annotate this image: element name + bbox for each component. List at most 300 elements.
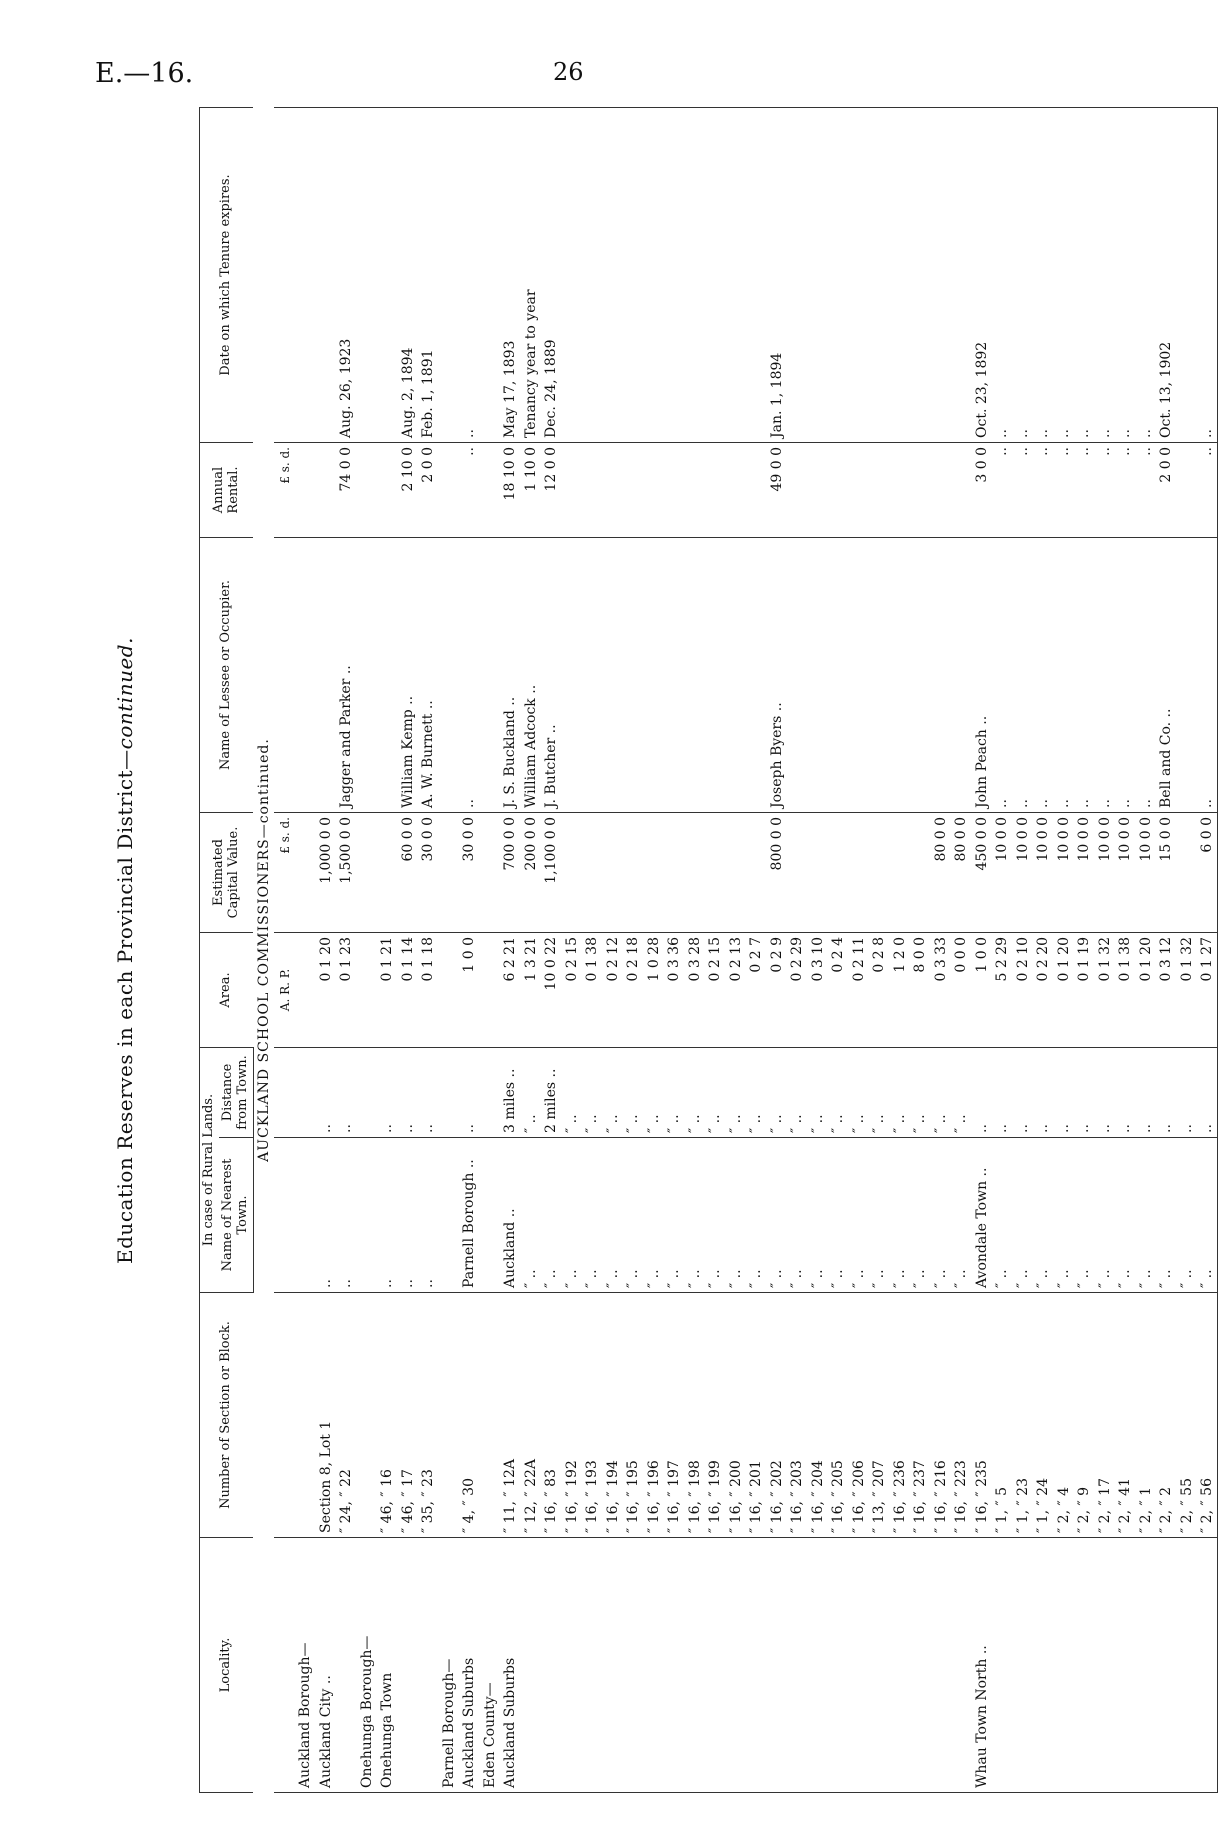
distance-cell: .. [377,1048,398,1138]
expires-cell: .. [459,108,480,443]
area-cell: 0 1 21 [377,933,398,1048]
rental-cell [315,443,336,538]
town-cell: ″ .. [1012,1138,1033,1293]
locality-cell [992,1538,1013,1793]
expires-cell [869,108,890,443]
locality-cell: Auckland Suburbs [459,1538,480,1793]
lessee-cell [582,538,603,813]
town-cell: ″ .. [1053,1138,1074,1293]
town-cell: ″ .. [520,1138,541,1293]
lessee-cell: John Peach .. [971,538,992,813]
value-cell [377,813,398,933]
section-cell: ″ 16, ″ 216 [930,1293,951,1538]
distance-cell: .. [1135,1048,1156,1138]
distance-cell: .. [1074,1048,1095,1138]
area-cell: 1 0 28 [643,933,664,1048]
area-cell: 0 1 38 [582,933,603,1048]
lessee-cell [684,538,705,813]
locality-cell [643,1538,664,1793]
table-row [1115,108,1136,1793]
distance-cell: ″ .. [930,1048,951,1138]
section-cell: ″ 16, ″ 194 [602,1293,623,1538]
town-cell: ″ .. [705,1138,726,1293]
lessee-cell: .. [1197,538,1218,813]
expires-cell [746,108,767,443]
table-row [459,108,480,1793]
town-cell: ″ .. [1094,1138,1115,1293]
section-cell: ″ 16, ″ 192 [561,1293,582,1538]
value-cell [643,813,664,933]
table-row [479,108,500,1793]
town-cell: ″ .. [582,1138,603,1293]
lessee-cell: Bell and Co. .. [1156,538,1177,813]
section-cell [438,1293,459,1538]
table-row [438,108,459,1793]
locality-cell [1115,1538,1136,1793]
value-cell [356,813,377,933]
town-cell: ″ .. [684,1138,705,1293]
distance-cell: .. [1094,1048,1115,1138]
distance-cell [479,1048,500,1138]
distance-cell: ″ .. [684,1048,705,1138]
locality-cell [664,1538,685,1793]
distance-cell: .. [336,1048,357,1138]
area-cell [438,933,459,1048]
table-row [766,108,787,1793]
area-cell: 0 3 10 [807,933,828,1048]
table-row [910,108,931,1793]
section-cell: ″ 4, ″ 30 [459,1293,480,1538]
section-cell: ″ 2, ″ 9 [1074,1293,1095,1538]
town-cell: ″ .. [807,1138,828,1293]
expires-cell [787,108,808,443]
town-cell: ″ .. [746,1138,767,1293]
section-cell: ″ 35, ″ 23 [418,1293,439,1538]
table-row [1012,108,1033,1793]
area-cell: 0 1 18 [418,933,439,1048]
value-cell: 800 0 0 [766,813,787,933]
area-cell: 0 2 20 [1033,933,1054,1048]
value-cell [725,813,746,933]
locality-cell [684,1538,705,1793]
town-cell [356,1138,377,1293]
col-rural-group: In case of Rural Lands. [200,1048,219,1293]
expires-cell: .. [1115,108,1136,443]
expires-cell: Aug. 26, 1923 [336,108,357,443]
section-cell: ″ 16, ″ 200 [725,1293,746,1538]
expires-cell [623,108,644,443]
section-cell [479,1293,500,1538]
area-cell: 0 2 7 [746,933,767,1048]
table-row [664,108,685,1793]
lessee-cell: .. [1053,538,1074,813]
area-cell: 0 3 28 [684,933,705,1048]
expires-cell: .. [1135,108,1156,443]
area-cell: 0 2 15 [561,933,582,1048]
table-row [807,108,828,1793]
rental-cell [561,443,582,538]
locality-cell [746,1538,767,1793]
rental-cell [438,443,459,538]
locality-cell: Onehunga Borough— [356,1538,377,1793]
value-cell: 30 0 0 [418,813,439,933]
value-cell: 60 0 0 [397,813,418,933]
lessee-cell [377,538,398,813]
value-cell [684,813,705,933]
area-cell: 0 0 0 [951,933,972,1048]
expires-cell [705,108,726,443]
locality-cell [1033,1538,1054,1793]
section-cell: ″ 16, ″ 197 [664,1293,685,1538]
value-cell [889,813,910,933]
town-cell: ″ .. [643,1138,664,1293]
expires-cell [725,108,746,443]
table-row [684,108,705,1793]
rental-cell [828,443,849,538]
table-row [869,108,890,1793]
section-cell: Section 8, Lot 1 [315,1293,336,1538]
section-cell: ″ 16, ″ 196 [643,1293,664,1538]
table-row [1156,108,1177,1793]
table-row [602,108,623,1793]
rental-cell [356,443,377,538]
area-cell: 6 2 21 [500,933,521,1048]
table-row [315,108,336,1793]
section-cell: ″ 16, ″ 203 [787,1293,808,1538]
town-cell [295,1138,316,1293]
area-cell: 0 1 38 [1115,933,1136,1048]
section-cell: ″ 24, ″ 22 [336,1293,357,1538]
table-row [971,108,992,1793]
section-cell: ″ 16, ″ 193 [582,1293,603,1538]
expires-cell: Jan. 1, 1894 [766,108,787,443]
distance-cell: .. [315,1048,336,1138]
locality-cell [582,1538,603,1793]
expires-cell [1176,108,1197,443]
rental-cell: 2 0 0 [1156,443,1177,538]
table-row [746,108,767,1793]
locality-cell [561,1538,582,1793]
table-row [951,108,972,1793]
rental-cell: .. [1033,443,1054,538]
table-row [397,108,418,1793]
lessee-cell [807,538,828,813]
area-cell: 0 1 32 [1176,933,1197,1048]
area-cell: 0 2 11 [848,933,869,1048]
value-cell: 700 0 0 [500,813,521,933]
value-cell: 10 0 0 [1115,813,1136,933]
lessee-cell [910,538,931,813]
rental-cell [602,443,623,538]
lessee-cell: Joseph Byers .. [766,538,787,813]
distance-cell: ″ .. [520,1048,541,1138]
locality-cell [1176,1538,1197,1793]
section-cell: ″ 2, ″ 55 [1176,1293,1197,1538]
lessee-cell [1176,538,1197,813]
area-cell [479,933,500,1048]
value-cell [438,813,459,933]
value-cell [664,813,685,933]
distance-cell: .. [397,1048,418,1138]
table-row [520,108,541,1793]
value-cell: 200 0 0 [520,813,541,933]
locality-cell [705,1538,726,1793]
section-cell: ″ 11, ″ 12A [500,1293,521,1538]
expires-cell [951,108,972,443]
distance-cell: ″ .. [807,1048,828,1138]
section-cell: ″ 16, ″ 235 [971,1293,992,1538]
lessee-cell [356,538,377,813]
rotated-table-page [113,108,1216,1793]
col-area: Area. [200,933,254,1048]
value-cell: 1,100 0 0 [541,813,562,933]
lessee-cell [869,538,890,813]
expires-cell: Aug. 2, 1894 [397,108,418,443]
distance-cell: .. [992,1048,1013,1138]
table-row [1033,108,1054,1793]
lessee-cell [438,538,459,813]
expires-cell: Oct. 23, 1892 [971,108,992,443]
value-cell [869,813,890,933]
value-cell: 1,500 0 0 [336,813,357,933]
area-cell: 0 2 9 [766,933,787,1048]
distance-cell: ″ .. [746,1048,767,1138]
expires-cell [295,108,316,443]
value-cell: 10 0 0 [1033,813,1054,933]
area-cell: 0 3 12 [1156,933,1177,1048]
distance-cell: .. [1156,1048,1177,1138]
distance-cell: .. [1115,1048,1136,1138]
town-cell: ″ .. [992,1138,1013,1293]
rental-cell [725,443,746,538]
area-cell: 0 2 29 [787,933,808,1048]
town-cell: ″ .. [1156,1138,1177,1293]
area-cell: 1 2 0 [889,933,910,1048]
distance-cell: ″ .. [951,1048,972,1138]
area-cell: 1 3 21 [520,933,541,1048]
distance-cell: ″ .. [705,1048,726,1138]
lessee-cell [705,538,726,813]
area-cell: 0 2 12 [602,933,623,1048]
distance-cell: ″ .. [787,1048,808,1138]
town-cell: Parnell Borough .. [459,1138,480,1293]
distance-cell [356,1048,377,1138]
expires-cell [684,108,705,443]
rental-cell [848,443,869,538]
locality-cell [623,1538,644,1793]
table-row [418,108,439,1793]
town-cell: .. [377,1138,398,1293]
lessee-cell [725,538,746,813]
area-cell: 8 0 0 [910,933,931,1048]
page-number: 26 [553,58,584,86]
town-cell: Avondale Town .. [971,1138,992,1293]
town-cell: Auckland .. [500,1138,521,1293]
locality-cell [889,1538,910,1793]
lessee-cell: William Kemp .. [397,538,418,813]
locality-cell [520,1538,541,1793]
col-rental: Annual Rental. [200,443,254,538]
rental-cell [951,443,972,538]
distance-cell: ″ .. [889,1048,910,1138]
rental-cell: 18 10 0 [500,443,521,538]
table-row [1074,108,1095,1793]
value-cell [705,813,726,933]
distance-cell: .. [1197,1048,1218,1138]
expires-cell: .. [1197,108,1218,443]
locality-cell [1012,1538,1033,1793]
area-cell: 0 1 23 [336,933,357,1048]
value-units: £ s. d. [274,813,295,933]
expires-cell [664,108,685,443]
table-row [561,108,582,1793]
locality-cell: Whau Town North .. [971,1538,992,1793]
lessee-cell [889,538,910,813]
area-cell: 0 1 20 [315,933,336,1048]
value-cell: 10 0 0 [1053,813,1074,933]
area-cell: 0 3 33 [930,933,951,1048]
table-row [500,108,521,1793]
area-cell [356,933,377,1048]
rental-cell: .. [1074,443,1095,538]
distance-cell: ″ .. [766,1048,787,1138]
town-cell: ″ .. [664,1138,685,1293]
expires-cell [643,108,664,443]
section-cell: ″ 2, ″ 17 [1094,1293,1115,1538]
rental-cell [930,443,951,538]
distance-cell: ″ .. [725,1048,746,1138]
distance-cell: ″ .. [828,1048,849,1138]
expires-cell [315,108,336,443]
area-cell: 0 3 36 [664,933,685,1048]
reserves-table [199,107,1218,1793]
section-cell: ″ 1, ″ 24 [1033,1293,1054,1538]
lessee-cell: .. [992,538,1013,813]
distance-cell: .. [1053,1048,1074,1138]
section-cell: ″ 16, ″ 83 [541,1293,562,1538]
town-cell: ″ .. [602,1138,623,1293]
table-row [1176,108,1197,1793]
expires-cell [807,108,828,443]
locality-cell [725,1538,746,1793]
value-cell: 15 0 0 [1156,813,1177,933]
value-cell: 450 0 0 [971,813,992,933]
expires-cell [377,108,398,443]
expires-cell: Feb. 1, 1891 [418,108,439,443]
expires-cell: .. [1094,108,1115,443]
table-row [582,108,603,1793]
value-cell [828,813,849,933]
title-main: Education Reserves in each Provincial District [113,769,137,1264]
distance-cell: ″ .. [664,1048,685,1138]
area-cell: 0 1 19 [1074,933,1095,1048]
rental-cell [377,443,398,538]
locality-cell [869,1538,890,1793]
distance-cell: .. [418,1048,439,1138]
locality-cell [1156,1538,1177,1793]
lessee-cell [951,538,972,813]
lessee-cell [787,538,808,813]
table-row [1053,108,1074,1793]
lessee-cell: Jagger and Parker .. [336,538,357,813]
value-cell: 10 0 0 [1135,813,1156,933]
area-units: A. R. P. [274,933,295,1048]
expires-cell [582,108,603,443]
section-caption: AUCKLAND SCHOOL COMMISSIONERS—continued. [256,738,273,1162]
section-cell: ″ 2, ″ 4 [1053,1293,1074,1538]
rental-cell [807,443,828,538]
value-cell: 10 0 0 [992,813,1013,933]
area-cell: 0 2 13 [725,933,746,1048]
locality-cell [951,1538,972,1793]
rental-cell: 2 10 0 [397,443,418,538]
rental-cell: .. [1115,443,1136,538]
rental-cell: .. [1135,443,1156,538]
expires-cell [828,108,849,443]
col-distance: Distance from Town. [219,1048,253,1138]
distance-cell: 2 miles .. [541,1048,562,1138]
table-row [889,108,910,1793]
table-row [541,108,562,1793]
town-cell: ″ .. [1115,1138,1136,1293]
rental-cell: 49 0 0 [766,443,787,538]
area-cell: 1 0 0 [459,933,480,1048]
town-cell: ″ .. [869,1138,890,1293]
town-cell: ″ .. [561,1138,582,1293]
section-cell [356,1293,377,1538]
town-cell: ″ .. [1135,1138,1156,1293]
expires-cell: May 17, 1893 [500,108,521,443]
rental-cell [643,443,664,538]
expires-cell: .. [1053,108,1074,443]
locality-cell [1094,1538,1115,1793]
distance-cell: ″ .. [643,1048,664,1138]
locality-cell: Auckland Borough— [295,1538,316,1793]
value-cell [848,813,869,933]
lessee-cell [746,538,767,813]
section-cell: ″ 2, ″ 56 [1197,1293,1218,1538]
table-row [930,108,951,1793]
locality-cell [910,1538,931,1793]
rental-cell: 12 0 0 [541,443,562,538]
expires-cell: .. [1012,108,1033,443]
distance-cell: .. [971,1048,992,1138]
lessee-cell: .. [1012,538,1033,813]
town-cell: ″ .. [623,1138,644,1293]
section-cell: ″ 16, ″ 195 [623,1293,644,1538]
page-code: E.—16. [95,58,194,89]
lessee-cell [295,538,316,813]
town-cell [479,1138,500,1293]
lessee-cell: .. [1094,538,1115,813]
town-cell: ″ .. [1197,1138,1218,1293]
expires-cell [356,108,377,443]
town-cell: ″ .. [541,1138,562,1293]
rental-cell [1176,443,1197,538]
expires-cell: .. [1033,108,1054,443]
rental-cell: .. [992,443,1013,538]
locality-cell [418,1538,439,1793]
locality-cell [807,1538,828,1793]
lessee-cell: William Adcock .. [520,538,541,813]
rental-cell [910,443,931,538]
table-row [643,108,664,1793]
locality-cell [766,1538,787,1793]
locality-cell: Eden County— [479,1538,500,1793]
value-cell [746,813,767,933]
locality-cell: Auckland City .. [315,1538,336,1793]
section-cell: ″ 16, ″ 202 [766,1293,787,1538]
